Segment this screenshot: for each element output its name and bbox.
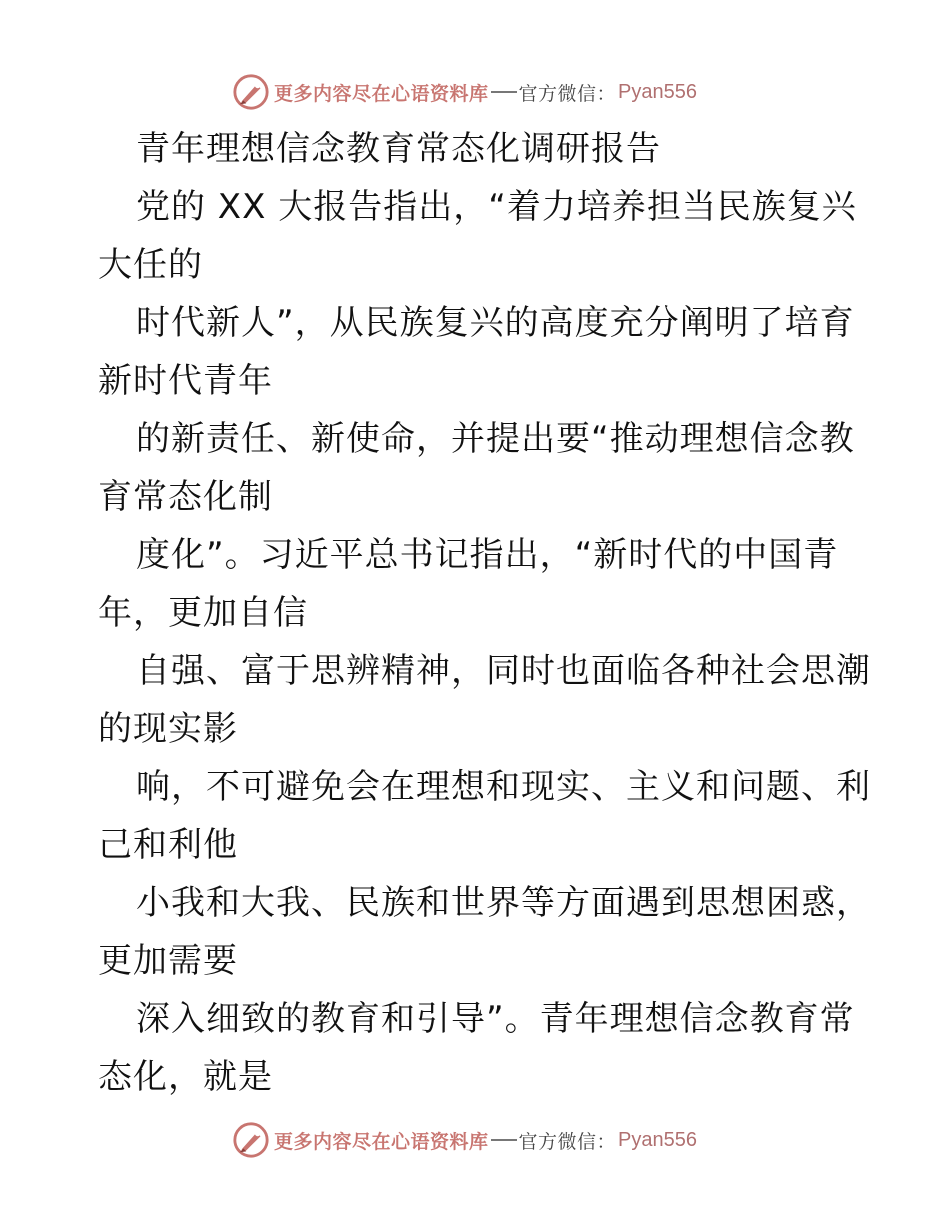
paragraph-line: 新时代青年 (98, 361, 273, 401)
paragraph-line: 时代新人”，从民族复兴的高度充分阐明了培育 (136, 303, 855, 343)
footer-watermark (232, 1120, 697, 1160)
paragraph-line: 大任的 (98, 245, 203, 285)
footer-slogan: 更多内容尽在心语资料库 (274, 1130, 489, 1153)
header-dash (491, 91, 517, 93)
document-title: 青年理想信念教育常态化调研报告 (136, 129, 661, 169)
header-slogan: 更多内容尽在心语资料库 (274, 82, 489, 105)
paragraph-line: 党的 XX 大报告指出，“着力培养担当民族复兴 (136, 187, 857, 227)
header-watermark (232, 72, 697, 112)
paragraph-line: 度化”。习近平总书记指出，“新时代的中国青 (136, 535, 839, 575)
paragraph-line: 深入细致的教育和引导”。青年理想信念教育常 (136, 999, 855, 1039)
paragraph-line: 的新责任、新使命，并提出要“推动理想信念教 (136, 419, 855, 459)
header-wechat-label: 官方微信： (518, 82, 617, 105)
paragraph-line: 年，更加自信 (98, 593, 308, 633)
footer-wechat-label: 官方微信： (518, 1130, 617, 1153)
paragraph-line: 己和利他 (98, 825, 238, 865)
header-wechat-handle: Pyan556 (618, 80, 697, 103)
paragraph-line: 响，不可避免会在理想和现实、主义和问题、利 (136, 767, 871, 807)
footer-dash (491, 1139, 517, 1141)
paragraph-line: 更加需要 (98, 941, 238, 981)
document-body (98, 120, 871, 1106)
footer-wechat-handle: Pyan556 (618, 1128, 697, 1151)
pen-logo-icon (232, 1121, 270, 1159)
paragraph-line: 小我和大我、民族和世界等方面遇到思想困惑， (136, 883, 871, 923)
paragraph-line: 育常态化制 (98, 477, 273, 517)
paragraph-line: 态化，就是 (98, 1057, 273, 1097)
paragraph-line: 自强、富于思辨精神，同时也面临各种社会思潮 (136, 651, 871, 691)
pen-logo-icon (232, 73, 270, 111)
paragraph-line: 的现实影 (98, 709, 238, 749)
